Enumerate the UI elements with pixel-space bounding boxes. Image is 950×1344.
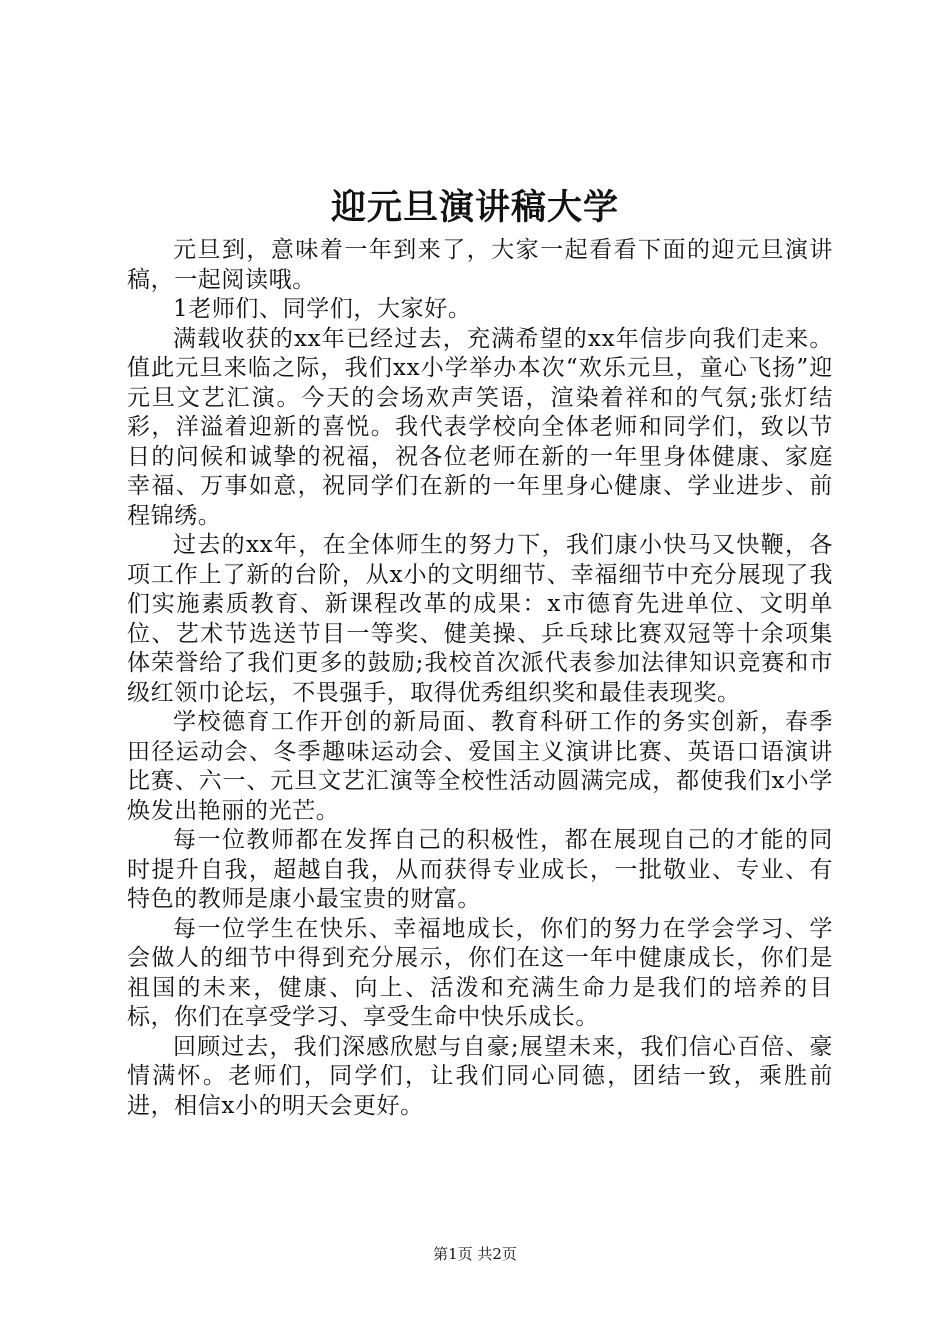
document-title: 迎元旦演讲稿大学 <box>330 187 619 228</box>
paragraph-intro: 元旦到，意味着一年到来了，大家一起看看下面的迎元旦演讲稿，一起阅读哦。 <box>127 237 833 293</box>
page-number: 第1页 共2页 <box>433 1245 517 1263</box>
paragraph-school-work: 学校德育工作开创的新局面、教育科研工作的务实创新，春季田径运动会、冬季趣味运动会、爱国主义演讲比赛、英语口语演讲比赛、六一、元旦文艺汇演等全校性活动圆满完成，都使我们x小学焕发出艳丽的光芒。 <box>127 709 833 824</box>
paragraph-greeting: 1老师们、同学们，大家好。 <box>173 296 472 322</box>
paragraph-achievements: 过去的xx年，在全体师生的努力下，我们康小快马又快鞭，各项工作上了新的台阶，从x小的文明细节、幸福细节中充分展现了我们实施素质教育、新课程改革的成果：x市德育先进单位、文明单位、艺术节选送节目一等奖、健美操、乒乓球比赛双冠等十余项集体荣誉给了我们更多的鼓励;我校首次派代表参加法律知识竞赛和市级红领巾论坛，不畏强手，取得优秀组织奖和最佳表现奖。 <box>127 532 833 706</box>
paragraph-new-year: 满载收获的xx年已经过去，充满希望的xx年信步向我们走来。值此元旦来临之际，我们xx小学举办本次“欢乐元旦，童心飞扬”迎元旦文艺汇演。今天的会场欢声笑语，渲染着祥和的气氛;张灯结彩，洋溢着迎新的喜悦。我代表学校向全体老师和同学们，致以节日的问候和诚挚的祝福，祝各位老师在新的一年里身体健康、家庭幸福、万事如意，祝同学们在新的一年里身心健康、学业进步、前程锦绣。 <box>127 325 833 529</box>
paragraph-conclusion: 回顾过去，我们深感欣慰与自豪;展望未来，我们信心百倍、豪情满怀。老师们，同学们，让我们同心同德，团结一致，乘胜前进，相信x小的明天会更好。 <box>127 1033 833 1119</box>
paragraph-students: 每一位学生在快乐、幸福地成长，你们的努力在学会学习、学会做人的细节中得到充分展示，你们在这一年中健康成长，你们是祖国的未来，健康、向上、活泼和充满生命力是我们的培养的目标，你们在享受学习、享受生命中快乐成长。 <box>127 915 833 1030</box>
paragraph-teachers: 每一位教师都在发挥自己的积极性，都在展现自己的才能的同时提升自我，超越自我，从而获得专业成长，一批敬业、专业、有特色的教师是康小最宝贵的财富。 <box>127 827 833 912</box>
document-body <box>127 236 833 1121</box>
